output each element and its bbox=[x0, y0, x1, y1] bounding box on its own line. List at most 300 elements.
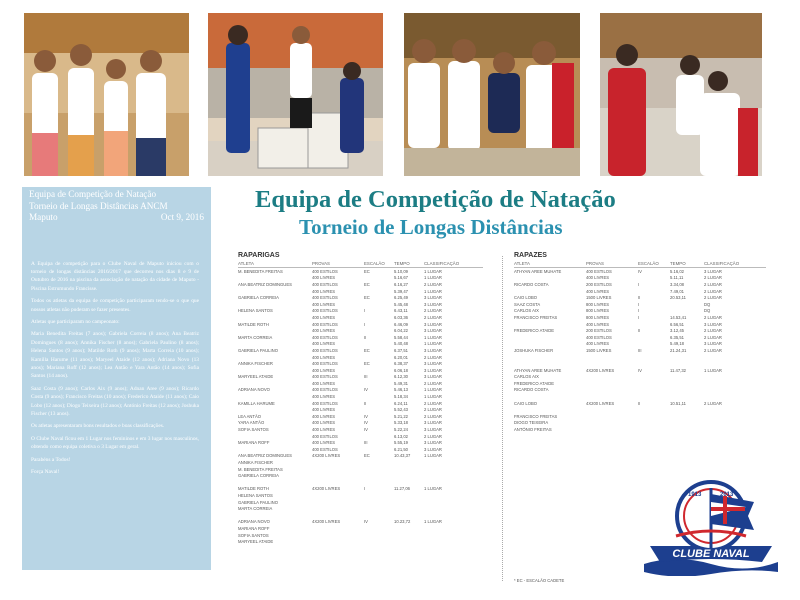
cell-category: IV bbox=[364, 413, 368, 419]
cell-event: 400 LIVRES bbox=[312, 288, 336, 294]
cell-time: 5.18,34 bbox=[394, 394, 408, 400]
cell-time: 5.55,19 bbox=[394, 440, 408, 446]
article-paragraph: Força Naval! bbox=[31, 469, 60, 476]
cell-athlete: CARLOS AIX bbox=[514, 308, 539, 314]
cell-rank: 2 LUGAR bbox=[424, 281, 442, 287]
cell-time: 6.06,18 bbox=[394, 367, 408, 373]
table-row bbox=[238, 288, 483, 295]
cell-category: EC bbox=[364, 347, 370, 353]
table-row bbox=[238, 453, 483, 460]
photo-girls-with-medals bbox=[24, 13, 189, 176]
cell-event: 400 LIVRES bbox=[312, 407, 336, 413]
table-row bbox=[238, 439, 483, 446]
cell-time: 5.11,11 bbox=[670, 275, 684, 281]
cell-athlete: ANA BEATRIZ DOMINGUES bbox=[238, 453, 292, 459]
cell-rank: 1 LUGAR bbox=[424, 453, 442, 459]
cell-athlete: GABRIELA CORREIA bbox=[238, 473, 279, 479]
cell-rank: 3 LUGAR bbox=[424, 328, 442, 334]
cell-rank: 3 LUGAR bbox=[424, 361, 442, 367]
cell-time: 6.16,27 bbox=[394, 281, 408, 287]
cell-rank: 2 LUGAR bbox=[424, 407, 442, 413]
cell-rank: DQ bbox=[704, 308, 711, 314]
cell-athlete: ATHYAN AREE MUHATE bbox=[514, 367, 562, 373]
cell-rank: 2 LUGAR bbox=[704, 288, 722, 294]
cell-category: IV bbox=[364, 427, 368, 433]
cell-time: 6.24,11 bbox=[394, 400, 408, 406]
cell-event: 400 LIVRES bbox=[586, 341, 610, 347]
cell-athlete: ANA BEATRIZ DOMINGUES bbox=[238, 281, 292, 287]
photo-boys-group-with-medals bbox=[600, 13, 762, 176]
cell-rank: 2 LUGAR bbox=[704, 295, 722, 301]
cell-event: 400 ESTILOS bbox=[312, 334, 338, 340]
cell-category: III bbox=[638, 347, 642, 353]
cell-rank: 2 LUGAR bbox=[704, 275, 722, 281]
table-row bbox=[238, 268, 483, 275]
cell-category: II bbox=[364, 334, 367, 340]
article-paragraph: Parabéns a Todos! bbox=[31, 456, 71, 463]
cell-event: 400 LIVRES bbox=[586, 275, 610, 281]
table-row bbox=[238, 512, 483, 519]
cell-event: 400 LIVRES bbox=[586, 288, 610, 294]
table-row bbox=[238, 499, 483, 506]
column-divider bbox=[502, 256, 503, 581]
cell-time: 6.25,49 bbox=[394, 295, 408, 301]
cell-athlete: RICARDO COSTA bbox=[514, 281, 549, 287]
col-header-category: ESCALÃO bbox=[638, 260, 659, 266]
cell-category: I bbox=[364, 321, 366, 327]
cell-rank: 3 LUGAR bbox=[424, 427, 442, 433]
table-row bbox=[238, 532, 483, 539]
cell-time: 10.43,37 bbox=[394, 453, 411, 459]
article-paragraph: Saaz Costa (9 anos); Carlos Aix (9 anos); Adnan Aree (9 anos); Ricardo Costa (9 anos); Francisco Freitas (10 anos); Frederico Ataide (11 anos); Caio Lobo (12 anos); Diogo Teixeira (12 anos); António Freitas (12 anos); Joshuka Fischer (13 anos). bbox=[31, 385, 199, 417]
logo-year-left: 1913 bbox=[688, 492, 702, 498]
cell-time: 6.13,02 bbox=[394, 433, 408, 439]
cell-category: I bbox=[638, 281, 640, 287]
cell-athlete: M. BENEDITA FREITAS bbox=[238, 268, 283, 274]
cell-event: 4X200 LIVRES bbox=[586, 367, 615, 373]
table-row bbox=[238, 294, 483, 301]
cell-athlete: ADRIANA NOVO bbox=[238, 387, 270, 393]
cell-event: 400 LIVRES bbox=[312, 413, 336, 419]
cell-rank: 3 LUGAR bbox=[424, 295, 442, 301]
cell-event: 400 ESTILOS bbox=[312, 321, 338, 327]
table-row bbox=[514, 275, 766, 282]
col-header-time: TEMPO bbox=[394, 260, 410, 266]
cell-time: 6.12,30 bbox=[394, 374, 408, 380]
table-header bbox=[238, 259, 483, 268]
cell-event: 1500 LIVRES bbox=[586, 295, 612, 301]
table-row bbox=[514, 294, 766, 301]
cell-category: EC bbox=[364, 453, 370, 459]
table-row bbox=[238, 374, 483, 381]
cell-time: 5.10,09 bbox=[394, 268, 408, 274]
table-row bbox=[238, 327, 483, 334]
cell-time: 5.46,13 bbox=[394, 387, 408, 393]
article-subtitle: Torneio de Longas Distâncias ANCM bbox=[29, 200, 168, 211]
table-row bbox=[514, 281, 766, 288]
col-header-event: PROVAS bbox=[586, 260, 604, 266]
cell-rank: 2 LUGAR bbox=[704, 281, 722, 287]
cell-athlete: MATILDE ROTH bbox=[238, 486, 269, 492]
table-row bbox=[238, 519, 483, 526]
table-row bbox=[514, 360, 766, 367]
col-header-category: ESCALÃO bbox=[364, 260, 385, 266]
table-row bbox=[238, 334, 483, 341]
table-row bbox=[238, 341, 483, 348]
cell-rank: 2 LUGAR bbox=[424, 314, 442, 320]
col-header-athlete: ATLETA bbox=[514, 260, 530, 266]
cell-time: 5.58,44 bbox=[394, 334, 408, 340]
cell-time: 10.51,11 bbox=[670, 400, 686, 406]
table-row bbox=[514, 393, 766, 400]
cell-time: 5.45,48 bbox=[394, 301, 408, 307]
article-sidebar bbox=[22, 187, 211, 570]
table-row bbox=[514, 426, 766, 433]
cell-time: 14.53,41 bbox=[670, 314, 687, 320]
cell-athlete: KAMILLA HARUME bbox=[238, 400, 275, 406]
cell-athlete: SAAZ COSTA bbox=[514, 301, 541, 307]
table-row bbox=[238, 275, 483, 282]
clube-naval-logo bbox=[636, 476, 786, 576]
cell-category: II bbox=[638, 295, 641, 301]
table-title: RAPAZES bbox=[514, 252, 547, 259]
cell-rank: 2 LUGAR bbox=[424, 380, 442, 386]
table-row bbox=[238, 367, 483, 374]
cell-category: IV bbox=[638, 268, 642, 274]
cell-time: 6.43,11 bbox=[394, 308, 408, 314]
cell-athlete: DIOGO TEIXEIRA bbox=[514, 420, 549, 426]
cell-athlete: FRANCISCO FREITAS bbox=[514, 413, 558, 419]
table-row bbox=[514, 334, 766, 341]
cell-time: 6.56,51 bbox=[670, 321, 684, 327]
cell-event: 400 LIVRES bbox=[312, 427, 336, 433]
article-body bbox=[22, 224, 211, 477]
table-row bbox=[238, 492, 483, 499]
cell-rank: 2 LUGAR bbox=[704, 334, 722, 340]
cell-time: 5.33,18 bbox=[394, 420, 408, 426]
cell-athlete: MARTA CORREIA bbox=[238, 506, 273, 512]
cell-time: 6.20,01 bbox=[394, 354, 408, 360]
cell-time: 5.16,67 bbox=[394, 275, 408, 281]
cell-event: 400 ESTILOS bbox=[312, 387, 338, 393]
footnote: * EC - ESCALÃO CADETE bbox=[514, 578, 565, 583]
article-location: Maputo bbox=[29, 212, 58, 222]
cell-athlete: FRANCISCO FREITAS bbox=[514, 314, 558, 320]
cell-athlete: FREDERICO ATAIDE bbox=[514, 328, 555, 334]
table-body bbox=[514, 268, 766, 433]
cell-time: 7.49,01 bbox=[670, 288, 684, 294]
cell-time: 6.46,09 bbox=[394, 321, 408, 327]
logo-year-right: 2013 bbox=[720, 492, 734, 498]
cell-rank: 2 LUGAR bbox=[704, 400, 722, 406]
table-row bbox=[238, 420, 483, 427]
table-row bbox=[238, 433, 483, 440]
cell-event: 4X200 LIVRES bbox=[312, 453, 341, 459]
cell-athlete: MARTA CORREIA bbox=[238, 334, 273, 340]
cell-rank: 1 LUGAR bbox=[424, 275, 442, 281]
cell-rank: 1 LUGAR bbox=[424, 519, 442, 525]
cell-event: 4X200 LIVRES bbox=[586, 400, 615, 406]
col-header-time: TEMPO bbox=[670, 260, 686, 266]
table-row bbox=[514, 406, 766, 413]
cell-rank: 1 LUGAR bbox=[424, 268, 442, 274]
cell-time: 5.16,02 bbox=[670, 268, 684, 274]
table-row bbox=[238, 321, 483, 328]
cell-event: 400 ESTILOS bbox=[312, 281, 338, 287]
cell-athlete: MARYEEL ATAIDE bbox=[238, 374, 274, 380]
cell-time: 11.47,32 bbox=[670, 367, 686, 373]
table-row bbox=[514, 327, 766, 334]
cell-athlete: ATHYAN AREE MUHATE bbox=[514, 268, 562, 274]
cell-athlete: GABRIELA CORREIA bbox=[238, 295, 279, 301]
cell-category: IV bbox=[364, 387, 368, 393]
cell-athlete: CARLOS AIX bbox=[514, 374, 539, 380]
cell-event: 400 ESTILOS bbox=[312, 361, 338, 367]
table-row bbox=[514, 380, 766, 387]
table-row bbox=[514, 354, 766, 361]
cell-rank: 3 LUGAR bbox=[424, 420, 442, 426]
table-row bbox=[514, 314, 766, 321]
cell-category: II bbox=[638, 400, 641, 406]
article-date: Oct 9, 2016 bbox=[160, 212, 204, 222]
cell-athlete: RICARDO COSTA bbox=[514, 387, 549, 393]
cell-athlete: MARYEEL ATAIDE bbox=[238, 539, 274, 545]
article-paragraph: Atletas que participaram no campeonato: bbox=[31, 318, 120, 325]
table-row bbox=[238, 354, 483, 361]
cell-time: 6.35,51 bbox=[670, 334, 684, 340]
cell-category: III bbox=[364, 374, 368, 380]
cell-event: 400 ESTILOS bbox=[312, 308, 338, 314]
cell-athlete: M. BENEDITA FREITAS bbox=[238, 466, 283, 472]
table-row bbox=[238, 486, 483, 493]
cell-rank: 1 LUGAR bbox=[704, 367, 722, 373]
article-paragraph: O Clube Naval ficou em 1 Lugar nos femininos e em 3 lugar nos masculinos, obtendo como equipa coletiva o 3 Lugar em geral. bbox=[31, 435, 199, 451]
cell-category: I bbox=[638, 314, 640, 320]
cell-time: 11.27,06 bbox=[394, 486, 410, 492]
table-row bbox=[238, 347, 483, 354]
cell-event: 400 ESTILOS bbox=[312, 268, 338, 274]
cell-category: II bbox=[638, 328, 641, 334]
table-row bbox=[238, 380, 483, 387]
cell-event: 400 LIVRES bbox=[312, 380, 336, 386]
cell-category: IV bbox=[638, 367, 642, 373]
cell-athlete: CAIO LOBO bbox=[514, 400, 538, 406]
table-title: RAPARIGAS bbox=[238, 252, 280, 259]
col-header-athlete: ATLETA bbox=[238, 260, 254, 266]
table-row bbox=[514, 288, 766, 295]
table-row bbox=[514, 308, 766, 315]
cell-category: EC bbox=[364, 295, 370, 301]
table-row bbox=[238, 314, 483, 321]
cell-event: 400 ESTILOS bbox=[312, 433, 338, 439]
cell-time: 5.49,18 bbox=[670, 341, 684, 347]
table-row bbox=[238, 472, 483, 479]
cell-rank: 3 LUGAR bbox=[424, 321, 442, 327]
page-subtitle: Torneio de Longas Distâncias bbox=[299, 215, 563, 239]
col-header-rank: CLASSIFICAÇÃO bbox=[704, 260, 740, 266]
cell-event: 400 LIVRES bbox=[312, 341, 336, 347]
cell-time: 5.21,22 bbox=[394, 413, 408, 419]
cell-category: I bbox=[364, 486, 366, 492]
table-row bbox=[514, 367, 766, 374]
results-table-girls bbox=[238, 252, 483, 545]
table-row bbox=[238, 308, 483, 315]
cell-time: 5.22,24 bbox=[394, 427, 408, 433]
table-row bbox=[514, 413, 766, 420]
cell-athlete: MARIANA ROFF bbox=[238, 525, 270, 531]
article-paragraph: Os atletas apresentaram bons resultados e boas classificações. bbox=[31, 423, 165, 430]
cell-event: 400 ESTILOS bbox=[312, 295, 338, 301]
table-row bbox=[238, 459, 483, 466]
table-row bbox=[514, 420, 766, 427]
cell-rank: 3 LUGAR bbox=[424, 301, 442, 307]
table-row bbox=[238, 538, 483, 545]
cell-rank: 2 LUGAR bbox=[424, 413, 442, 419]
cell-rank: 3 LUGAR bbox=[424, 374, 442, 380]
page-title: Equipa de Competição de Natação bbox=[255, 186, 616, 213]
cell-time: 3.34,08 bbox=[670, 281, 684, 287]
cell-event: 400 ESTILOS bbox=[312, 347, 338, 353]
cell-event: 400 LIVRES bbox=[312, 367, 336, 373]
cell-rank: 3 LUGAR bbox=[704, 341, 722, 347]
cell-athlete: JOSHUKA FISCHER bbox=[514, 347, 554, 353]
cell-category: IV bbox=[364, 420, 368, 426]
cell-category: II bbox=[364, 400, 367, 406]
cell-rank: 3 LUGAR bbox=[704, 268, 722, 274]
cell-athlete: HELENA SANTOS bbox=[238, 308, 273, 314]
table-header bbox=[514, 259, 766, 268]
table-row bbox=[514, 301, 766, 308]
cell-athlete: ANNIKA FISCHER bbox=[238, 460, 273, 466]
cell-time: 6.21,50 bbox=[394, 446, 408, 452]
table-row bbox=[238, 281, 483, 288]
table-row bbox=[238, 413, 483, 420]
cell-event: 800 LIVRES bbox=[586, 308, 610, 314]
table-row bbox=[238, 479, 483, 486]
cell-athlete: HELENA SANTOS bbox=[238, 492, 273, 498]
cell-rank: 3 LUGAR bbox=[424, 367, 442, 373]
article-paragraph: Maria Benedita Freitas (7 anos); Gabriela Correia (8 anos); Ana Beatriz Domingues (8 anos); Annika Fischer (8 anos); Gabriela Paulino (8 anos); Helena Santos (9 anos); Matilde Roth (9 anos); Marta Correia (10 anos); Kamilla Harume (11 anos); Maryeel Ataide (12 anos); Adriana Novo (13 anos); Mariana Roff (12 anos); Lea Antão e Yara Antão (14 anos); Sofia Santos (14 anos). bbox=[31, 331, 199, 380]
article-paragraph: Todos os atletas da equipa de competição participaram tendo-se o que que nossos atletas não puderam se fazer presentes. bbox=[31, 298, 199, 313]
cell-athlete: SOFIA SANTOS bbox=[238, 532, 269, 538]
cell-event: 400 LIVRES bbox=[586, 321, 610, 327]
cell-athlete: LEA ANTÃO bbox=[238, 413, 262, 419]
cell-athlete: YARA ANTÃO bbox=[238, 420, 265, 426]
cell-category: I bbox=[638, 308, 640, 314]
cell-athlete: CAIO LOBO bbox=[514, 295, 538, 301]
cell-event: 400 LIVRES bbox=[312, 394, 336, 400]
table-row bbox=[238, 301, 483, 308]
table-row bbox=[238, 446, 483, 453]
photo-boys-on-podium bbox=[208, 13, 383, 176]
cell-time: 6.38,37 bbox=[394, 361, 408, 367]
table-row bbox=[238, 360, 483, 367]
cell-category: EC bbox=[364, 361, 370, 367]
article-paragraph: A Equipa de competição para o Clube Naval de Maputo iniciou com o torneio de longas distâncias 2016/2017 que decorreu nos dias 8 e 9 de Outubro de 2016 na piscina da associação de natação da cidade de Maputo - Piscina Estrumundo Francisse. bbox=[31, 260, 199, 292]
table-row bbox=[514, 341, 766, 348]
table-row bbox=[238, 525, 483, 532]
cell-time: 6.03,36 bbox=[394, 314, 408, 320]
table-row bbox=[238, 387, 483, 394]
cell-time: 3.12,45 bbox=[670, 328, 684, 334]
table-row bbox=[514, 400, 766, 407]
cell-rank: 3 LUGAR bbox=[704, 321, 722, 327]
table-row bbox=[514, 321, 766, 328]
cell-category: IV bbox=[364, 519, 368, 525]
cell-time: 10.23,72 bbox=[394, 519, 411, 525]
cell-athlete: MATILDE ROTH bbox=[238, 321, 269, 327]
cell-athlete: ADRIANA NOVO bbox=[238, 519, 270, 525]
cell-athlete: GABRIELA PAULINO bbox=[238, 499, 278, 505]
table-row bbox=[514, 347, 766, 354]
cell-category: EC bbox=[364, 268, 370, 274]
cell-event: 1500 LIVRES bbox=[586, 347, 612, 353]
cell-rank: 1 LUGAR bbox=[424, 288, 442, 294]
cell-category: I bbox=[364, 308, 366, 314]
cell-rank: 3 LUGAR bbox=[424, 446, 442, 452]
cell-category: III bbox=[364, 440, 368, 446]
table-body bbox=[238, 268, 483, 545]
cell-category: EC bbox=[364, 281, 370, 287]
table-row bbox=[238, 505, 483, 512]
table-row bbox=[238, 406, 483, 413]
cell-event: 400 LIVRES bbox=[312, 328, 336, 334]
cell-athlete: SOFIA SANTOS bbox=[238, 427, 269, 433]
col-header-event: PROVAS bbox=[312, 260, 330, 266]
cell-rank: 1 LUGAR bbox=[424, 387, 442, 393]
cell-event: 400 ESTILOS bbox=[312, 400, 338, 406]
table-row bbox=[514, 268, 766, 275]
cell-rank: 2 LUGAR bbox=[424, 354, 442, 360]
cell-athlete: FREDERICO ATAIDE bbox=[514, 380, 555, 386]
cell-event: 800 LIVRES bbox=[586, 314, 610, 320]
col-header-rank: CLASSIFICAÇÃO bbox=[424, 260, 460, 266]
cell-event: 400 LIVRES bbox=[312, 314, 336, 320]
cell-time: 21.24,31 bbox=[670, 347, 687, 353]
table-row bbox=[238, 426, 483, 433]
cell-rank: 2 LUGAR bbox=[424, 433, 442, 439]
cell-time: 5.49,31 bbox=[394, 380, 408, 386]
cell-rank: 2 LUGAR bbox=[424, 308, 442, 314]
table-row bbox=[514, 387, 766, 394]
table-row bbox=[514, 374, 766, 381]
cell-athlete: ANTÓNIO FREITAS bbox=[514, 427, 552, 433]
cell-athlete: ANNIKA FISCHER bbox=[238, 361, 273, 367]
cell-event: 400 LIVRES bbox=[312, 275, 336, 281]
cell-event: 800 LIVRES bbox=[586, 301, 610, 307]
cell-time: 5.39,47 bbox=[394, 288, 408, 294]
photo-girls-group-with-medals bbox=[404, 13, 580, 176]
table-row bbox=[238, 400, 483, 407]
cell-athlete: MARIANA ROFF bbox=[238, 440, 270, 446]
cell-event: 400 LIVRES bbox=[312, 420, 336, 426]
cell-rank: 2 LUGAR bbox=[704, 347, 722, 353]
cell-event: 4X200 LIVRES bbox=[312, 486, 341, 492]
cell-athlete: GABRIELA PAULINO bbox=[238, 347, 278, 353]
logo-text: CLUBE NAVAL bbox=[672, 548, 750, 560]
cell-event: 200 ESTILOS bbox=[586, 281, 612, 287]
table-row bbox=[238, 393, 483, 400]
cell-time: 5.52,43 bbox=[394, 407, 408, 413]
cell-rank: 1 LUGAR bbox=[424, 341, 442, 347]
cell-rank: 3 LUGAR bbox=[424, 347, 442, 353]
cell-category: I bbox=[638, 301, 640, 307]
cell-rank: 3 LUGAR bbox=[424, 440, 442, 446]
cell-event: 400 ESTILOS bbox=[586, 334, 612, 340]
cell-rank: 1 LUGAR bbox=[424, 334, 442, 340]
results-table-boys bbox=[514, 252, 766, 433]
cell-rank: 2 LUGAR bbox=[424, 400, 442, 406]
